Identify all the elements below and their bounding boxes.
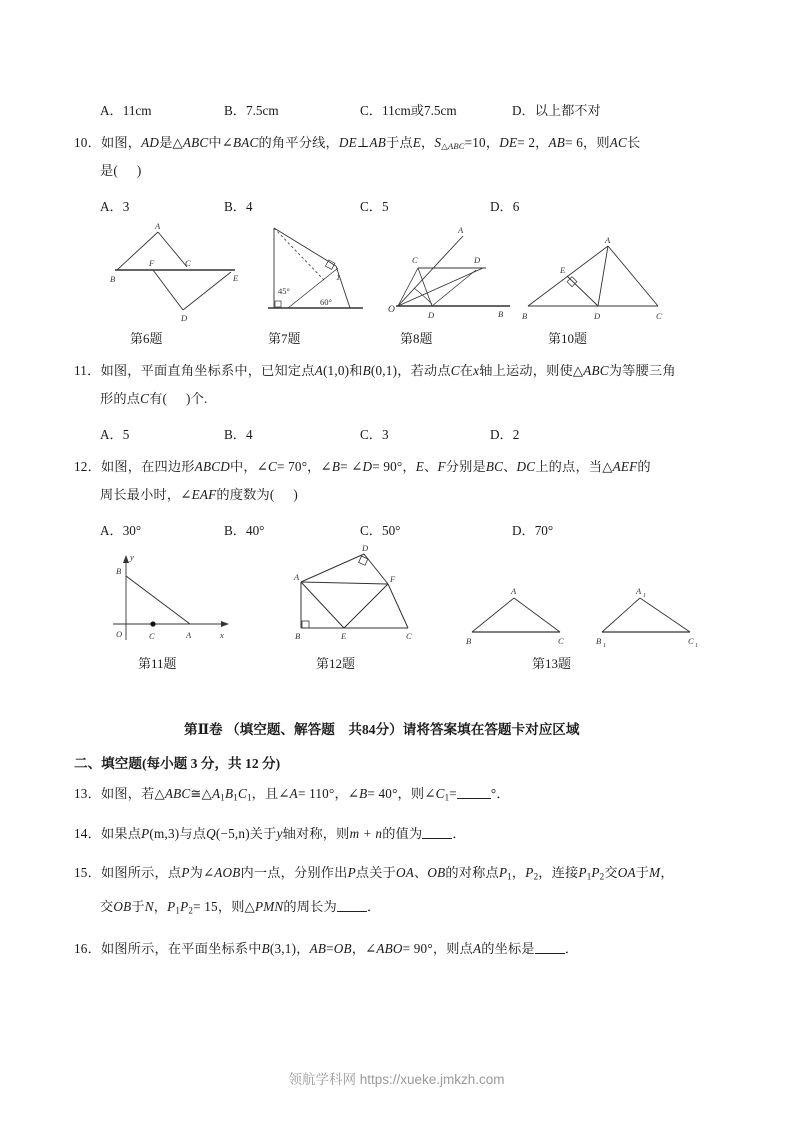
- q12-angle-c-value: = 70°: [276, 459, 308, 474]
- svg-text:A: A: [186, 630, 192, 640]
- svg-text:O: O: [116, 629, 123, 639]
- q10-t1: 是△: [159, 135, 183, 150]
- q11-t2: 和: [349, 363, 363, 378]
- svg-text:B: B: [466, 636, 472, 646]
- svg-text:E: E: [233, 273, 239, 283]
- q12-line1: [74, 458, 651, 475]
- q14-answer-blank[interactable]: [422, 827, 452, 839]
- q10-de2-value: = 2: [517, 135, 536, 150]
- q14-point-q-value: (−5,n): [215, 826, 250, 841]
- svg-text:A: A: [155, 221, 161, 231]
- q15-period: ．: [366, 899, 381, 914]
- q16-equals: =: [326, 941, 334, 956]
- q11-option-a[interactable]: A．5: [100, 427, 130, 442]
- q11-t7: 形的点: [100, 391, 141, 406]
- q15-p1p2-value: = 15: [193, 899, 218, 914]
- q11-t3: ，若动点: [397, 363, 451, 378]
- q12-point-e: E: [415, 459, 425, 474]
- q15-oa2: OA: [617, 865, 636, 880]
- q10-answer-paren-close[interactable]: ): [136, 163, 142, 178]
- q11-abc: ABC: [583, 363, 609, 378]
- svg-text:B: B: [522, 311, 528, 321]
- q11-t5: 轴上运动，则使△: [479, 363, 584, 378]
- q10-t7: ，: [535, 135, 549, 150]
- q11-line2: [100, 390, 208, 407]
- q13-angle-c1: C: [435, 786, 445, 801]
- q14-expression: m + n: [349, 826, 383, 841]
- q15-p1p2-a: P: [167, 899, 176, 914]
- q12-answer-paren-open: 的度数为(: [216, 487, 275, 502]
- q15-p1p2-sub1: 1: [175, 905, 181, 916]
- svg-text:A: A: [294, 572, 300, 582]
- figure-6: [105, 218, 245, 323]
- q13-angle-b: B: [359, 786, 368, 801]
- q12-eaf: EAF: [191, 487, 217, 502]
- figure-13: [462, 580, 707, 648]
- q10-t8: ，则: [583, 135, 610, 150]
- q16-point-a: A: [472, 941, 482, 956]
- q15-number: 15．: [74, 865, 101, 880]
- q13-c1: C: [237, 786, 247, 801]
- q11-point-a: A: [314, 363, 323, 378]
- q13-equals: =: [449, 786, 457, 801]
- svg-text:A: A: [636, 586, 642, 596]
- q16-t5: 的坐标是: [481, 941, 535, 956]
- footer-watermark: 领航学科网 https://xueke.jmkzh.com: [288, 1072, 505, 1087]
- q12-aef: AEF: [612, 459, 638, 474]
- q13-angle-a-value: = 110°: [297, 786, 335, 801]
- q10-text-pre: 如图，: [100, 135, 142, 150]
- q15-pp2: P: [525, 865, 534, 880]
- svg-text:B: B: [116, 566, 122, 576]
- caption-fig-10: 第10题: [548, 331, 588, 346]
- q11-axis-x: x: [473, 363, 480, 378]
- q10-e: E: [412, 135, 422, 150]
- q12-t1: 如图，在四边形: [100, 459, 195, 474]
- q16-answer-blank[interactable]: [535, 942, 565, 954]
- q13-b1-sub: 1: [233, 792, 238, 803]
- q10-option-b[interactable]: B．4: [224, 199, 253, 214]
- q11-t4: 在: [459, 363, 474, 378]
- svg-text:C: C: [656, 311, 662, 321]
- q12-bc: BC: [485, 459, 504, 474]
- q12-t3: ，∠: [307, 459, 332, 474]
- q12-t8: 上的点，当△: [535, 459, 613, 474]
- q12-t10: 周长最小时，∠: [100, 487, 192, 502]
- q14-number: 14．: [74, 826, 101, 841]
- q11-option-c[interactable]: C．3: [360, 427, 389, 442]
- q15-p1p2-b: P: [180, 899, 189, 914]
- q13-a1-sub: 1: [220, 792, 225, 803]
- q12-line2: [100, 486, 298, 503]
- q14-axis-y: y: [276, 826, 283, 841]
- q9-option-d[interactable]: D．以上都不对: [512, 103, 601, 118]
- svg-text:C: C: [185, 258, 191, 268]
- q15-ob2: OB: [113, 899, 132, 914]
- q11-answer-paren-close[interactable]: )个.: [186, 391, 208, 406]
- q15-t14: ，: [153, 899, 168, 914]
- svg-text:O: O: [388, 305, 395, 315]
- svg-text:1: 1: [643, 593, 646, 599]
- svg-text:C: C: [406, 631, 412, 641]
- q10-abc: ABC: [182, 135, 209, 150]
- q15-t3: 内一点，分别作出: [240, 865, 348, 880]
- q11-option-b[interactable]: B．4: [224, 427, 253, 442]
- q13-a1: A: [212, 786, 221, 801]
- svg-text:D: D: [594, 311, 601, 321]
- q15-p1p2-sub2: 2: [188, 905, 194, 916]
- q10-s-value: =10: [464, 135, 486, 150]
- figure-8: [388, 218, 518, 323]
- q11-point-c: C: [450, 363, 460, 378]
- caption-fig-8: 第8题: [400, 331, 433, 346]
- q12-number: 12．: [74, 459, 101, 474]
- q14-t5: 的值为: [382, 826, 423, 841]
- q14-point-p-value: (m,3): [149, 826, 180, 841]
- q16-period: ．: [564, 941, 579, 956]
- q10-option-c[interactable]: C．5: [360, 199, 389, 214]
- q13-number: 13．: [74, 786, 101, 801]
- svg-text:C: C: [558, 636, 564, 646]
- q15-pp2-sub: 2: [533, 871, 539, 882]
- figure-12: [288, 540, 423, 648]
- q12-dc: DC: [516, 459, 536, 474]
- q10-s-symbol: S: [434, 135, 442, 150]
- svg-text:B: B: [295, 631, 301, 641]
- q12-angle-c: C: [267, 459, 277, 474]
- svg-text:C: C: [688, 636, 694, 646]
- q12-t9: 的: [637, 459, 651, 474]
- svg-text:60°: 60°: [320, 297, 332, 307]
- q12-angle-d: D: [362, 459, 373, 474]
- q13-cong-symbol: ≅: [190, 786, 202, 801]
- svg-text:E: E: [560, 265, 566, 275]
- q16-t3: ，∠: [351, 941, 377, 956]
- q10-t4: 于点: [385, 135, 413, 150]
- q15-answer-blank[interactable]: [337, 900, 367, 912]
- q14-t3: 关于: [249, 826, 277, 841]
- q16-ab: AB: [309, 941, 327, 956]
- q15-t15: ，则△: [217, 899, 255, 914]
- q10-option-a[interactable]: A．3: [100, 199, 130, 214]
- q15-line2: [100, 898, 380, 919]
- q11-option-d[interactable]: D．2: [490, 427, 520, 442]
- q15-t16: 的周长为: [283, 899, 337, 914]
- q15-line1: [74, 864, 674, 885]
- q11-number: 11．: [74, 363, 101, 378]
- q9-option-b[interactable]: B．7.5cm: [224, 103, 279, 118]
- svg-text:A: A: [458, 225, 464, 235]
- q11-t6: 为等腰三角: [608, 363, 676, 378]
- svg-text:D: D: [181, 313, 188, 323]
- caption-fig-11: 第11题: [138, 656, 177, 671]
- svg-text:x: x: [220, 630, 224, 640]
- q13-triangle-symbol: △: [201, 786, 212, 801]
- q15-t6: 的对称点: [445, 865, 499, 880]
- q10-s-subscript: △ABC: [441, 141, 465, 152]
- q9-option-c[interactable]: C．11cm或7.5cm: [360, 103, 457, 118]
- q10-de2: DE: [499, 135, 518, 150]
- q14-period: ．: [452, 826, 466, 841]
- q12-angle-b: B: [331, 459, 341, 474]
- q13-answer-blank[interactable]: [457, 787, 491, 799]
- q11-point-b-value: (0,1): [370, 363, 398, 378]
- q11-point-b: B: [362, 363, 371, 378]
- q15-t1: 如图所示，点: [100, 865, 182, 880]
- q12-t2: 中，∠: [229, 459, 268, 474]
- figure-11: [108, 548, 238, 648]
- q11-line1: [74, 362, 676, 379]
- q10-ad: AD: [141, 135, 160, 150]
- q10-answer-paren-open: 是(: [100, 163, 118, 178]
- q12-t4: ，: [402, 459, 416, 474]
- q15-point-m: M: [649, 865, 661, 880]
- svg-text:D: D: [428, 310, 435, 320]
- q14-point-q: Q: [206, 826, 216, 841]
- q15-pmn: PMN: [254, 899, 284, 914]
- q15-t5: 、: [414, 865, 428, 880]
- svg-text:F: F: [149, 258, 155, 268]
- svg-text:B: B: [498, 309, 504, 319]
- q10-ac: AC: [609, 135, 628, 150]
- svg-text:C: C: [149, 631, 155, 641]
- q12-eq1: = ∠: [340, 459, 363, 474]
- q13-b1: B: [224, 786, 234, 801]
- q10-ab2: AB: [548, 135, 566, 150]
- q10-line1: [74, 134, 640, 155]
- q10-de: DE: [338, 135, 357, 150]
- caption-fig-6: 第6题: [130, 331, 163, 346]
- q10-t6: ，: [485, 135, 500, 150]
- svg-text:45°: 45°: [278, 286, 290, 296]
- q15-t9: 交: [604, 865, 618, 880]
- q11-point-a-value: (1,0): [322, 363, 350, 378]
- q15-t12: 交: [100, 899, 114, 914]
- q12-option-d[interactable]: D．70°: [512, 523, 554, 538]
- q13-t1: 如图，若△: [100, 786, 165, 801]
- q14-t4: 轴对称，则: [282, 826, 350, 841]
- caption-fig-7: 第7题: [268, 331, 301, 346]
- q15-t11: ，: [660, 865, 674, 880]
- q16-t2: ，: [296, 941, 310, 956]
- svg-text:1: 1: [695, 643, 698, 648]
- q12-option-c[interactable]: C．50°: [360, 523, 401, 538]
- q13-t3: ，∠: [334, 786, 360, 801]
- figure-10: [520, 230, 665, 325]
- svg-text:A: A: [511, 586, 517, 596]
- q13-angle-b-value: = 40°: [367, 786, 398, 801]
- caption-fig-13: 第13题: [532, 656, 572, 671]
- q14-t2: 与点: [179, 826, 207, 841]
- q15-t4: 点关于: [355, 865, 397, 880]
- svg-text:E: E: [341, 631, 347, 641]
- q15-ob: OB: [427, 865, 446, 880]
- q12-option-a[interactable]: A．30°: [100, 523, 142, 538]
- q15-pp-b: P: [591, 865, 600, 880]
- q11-t1: 如图，平面直角坐标系中，已知定点: [100, 363, 315, 378]
- q11-answer-paren-open: 有(: [149, 391, 168, 406]
- q16-t1: 如图所示，在平面坐标系中: [100, 941, 262, 956]
- q12-angle-d-value: = 90°: [372, 459, 403, 474]
- q10-bac: BAC: [233, 135, 259, 150]
- q12-t5: 、: [424, 459, 438, 474]
- q15-p1: P: [498, 865, 508, 880]
- q15-t8: ，连接: [538, 865, 579, 880]
- q16-point-b-value: (3,1): [269, 941, 297, 956]
- q16-ob: OB: [333, 941, 352, 956]
- q10-number: 10．: [74, 135, 101, 150]
- q12-option-b[interactable]: B．40°: [224, 523, 265, 538]
- svg-text:B: B: [110, 274, 116, 284]
- q13-t4: ，则∠: [397, 786, 436, 801]
- q10-t2: 中∠: [208, 135, 234, 150]
- svg-text:A: A: [605, 235, 611, 245]
- q14-point-p: P: [141, 826, 150, 841]
- q16-point-b: B: [261, 941, 270, 956]
- q15-t13: 于: [131, 899, 145, 914]
- q13-line: [74, 785, 510, 806]
- q10-option-d[interactable]: D．6: [490, 199, 520, 214]
- q10-line2: [100, 162, 141, 179]
- part-2-header: 第Ⅱ卷 （填空题、解答题 共84分）请将答案填在答题卡对应区域: [184, 722, 580, 737]
- q13-degree-suffix: °．: [490, 786, 510, 801]
- q15-p1-sub: 1: [507, 871, 512, 882]
- q13-angle-c1-sub: 1: [444, 792, 450, 803]
- q13-c1-sub: 1: [246, 792, 252, 803]
- svg-text:1: 1: [603, 643, 606, 648]
- q15-pp-sub2: 2: [599, 871, 605, 882]
- q15-oa: OA: [396, 865, 414, 880]
- q15-t2: 为∠: [189, 865, 215, 880]
- q12-t6: 分别是: [445, 459, 486, 474]
- q13-angle-a: A: [289, 786, 298, 801]
- q15-p2: P: [347, 865, 356, 880]
- q11-c2: C: [140, 391, 150, 406]
- q15-point-p: P: [181, 865, 190, 880]
- svg-text:y: y: [130, 552, 134, 562]
- q16-abo-value: = 90°: [402, 941, 433, 956]
- figure-7: [258, 218, 368, 323]
- q13-t2: ，且∠: [251, 786, 290, 801]
- svg-text:B: B: [596, 636, 602, 646]
- q12-point-f: F: [437, 459, 446, 474]
- q12-answer-paren-close[interactable]: ): [293, 487, 298, 502]
- q15-point-n: N: [144, 899, 154, 914]
- q10-ab: AB: [369, 135, 386, 150]
- caption-fig-12: 第12题: [316, 656, 356, 671]
- q10-ab2-value: = 6: [565, 135, 583, 150]
- q9-option-a[interactable]: A．11cm: [100, 103, 152, 118]
- svg-text:D: D: [474, 255, 481, 265]
- q14-line: [74, 825, 466, 842]
- q10-perp: ⊥: [356, 135, 370, 150]
- q15-pp-a: P: [578, 865, 587, 880]
- section-2-header: 二、填空题(每小题 3 分，共 12 分): [74, 756, 281, 771]
- q16-line: [74, 940, 578, 957]
- q16-abo: ABO: [376, 941, 403, 956]
- q10-t9: 长: [627, 135, 641, 150]
- q12-abcd: ABCD: [194, 459, 230, 474]
- svg-text:1: 1: [336, 272, 341, 282]
- svg-text:D: D: [362, 543, 369, 553]
- q12-t7: 、: [503, 459, 517, 474]
- q14-t1: 如果点: [100, 826, 142, 841]
- q15-t7: ，: [511, 865, 526, 880]
- svg-text:C: C: [412, 255, 418, 265]
- q15-t10: 于: [635, 865, 650, 880]
- q16-t4: ，则点: [432, 941, 473, 956]
- q16-number: 16．: [74, 941, 101, 956]
- svg-text:F: F: [390, 574, 396, 584]
- q15-pp-sub1: 1: [586, 871, 592, 882]
- q15-aob: AOB: [214, 865, 241, 880]
- q10-t3: 的角平分线，: [258, 135, 339, 150]
- q10-t5: ，: [421, 135, 435, 150]
- q13-abc: ABC: [164, 786, 191, 801]
